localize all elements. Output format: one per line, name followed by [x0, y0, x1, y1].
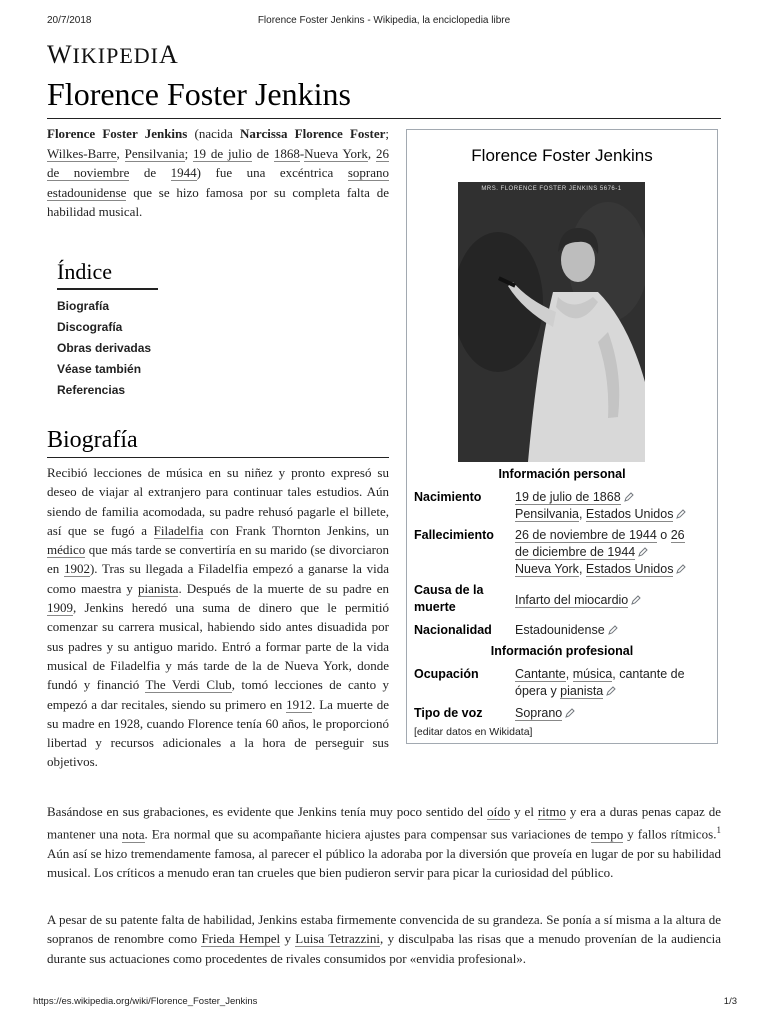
infobox: Florence Foster Jenkins MRS. FLORENCE FOSTER JENKINS 5676-1 Información personal Nacimiento 19 de julio de 1868 Pensilvania, Estados Unidos Fallecimiento 26 de noviembre de 1944 o 26 de diciembre de 1944 Nueva York, Estados Unidos Causa de la muerte Infarto del miocardio Nacionalidad Estadounidense Información profesional Ocupación Cantante, música, cantante de ópera y pianista Tipo de voz Soprano [editar datos en Wikidata]	[406, 129, 718, 744]
pencil-icon[interactable]	[565, 708, 575, 718]
link-19-de-julio[interactable]: 19 de julio	[193, 145, 252, 161]
link-wilkes-barre[interactable]: Wilkes-Barre	[47, 145, 117, 161]
link-1868[interactable]: 1868	[273, 145, 300, 161]
link-tempo[interactable]: tempo	[590, 826, 624, 842]
lead-paragraph: Florence Foster Jenkins (nacida Narcissa Florence Foster; Wilkes-Barre, Pensilvania; 19 de julio de 1868-Nueva York, 26 de noviembre de 1944) fue una excéntrica soprano estadounidense que se hizo famosa por su completa falta de habilidad musical.	[47, 126, 389, 219]
pencil-icon[interactable]	[638, 547, 648, 557]
link-luisa-tetrazzini[interactable]: Luisa Tetrazzini	[295, 931, 381, 947]
infobox-section-profesional: Información profesional	[490, 644, 634, 658]
link-fallecimiento-fecha-1[interactable]: 26 de noviembre de 1944	[515, 528, 657, 542]
pencil-icon[interactable]	[676, 564, 686, 574]
portrait-illustration	[458, 182, 645, 462]
section-heading-biografia: Biografía	[47, 427, 389, 458]
toc-heading: Índice	[57, 259, 158, 290]
link-ritmo[interactable]: ritmo	[537, 804, 566, 819]
link-infarto[interactable]: Infarto del miocardio	[515, 593, 629, 607]
pencil-icon[interactable]	[676, 509, 686, 519]
link-nueva-york[interactable]: Nueva York	[304, 145, 368, 161]
toc-item-discografia[interactable]: Discografía	[57, 320, 123, 334]
link-oido[interactable]: oído	[487, 804, 511, 819]
link-1902[interactable]: 1902	[63, 561, 90, 577]
title-divider	[47, 118, 721, 119]
link-estados-unidos-2[interactable]: Estados Unidos	[585, 562, 674, 576]
reference-1[interactable]: 1	[716, 825, 721, 836]
link-pianista[interactable]: pianista	[138, 580, 179, 596]
link-pensilvania[interactable]: Pensilvania	[124, 145, 185, 161]
link-1944[interactable]: 1944	[170, 165, 197, 180]
infobox-section-personal: Información personal	[498, 467, 626, 481]
link-filadelfia[interactable]: Filadelfia	[153, 522, 204, 538]
link-fallecimiento-dia-2[interactable]: 26	[670, 528, 685, 542]
link-medico[interactable]: médico	[47, 542, 86, 558]
link-the-verdi-club[interactable]: The Verdi Club	[145, 677, 232, 693]
link-frieda-hempel[interactable]: Frieda Hempel	[201, 931, 281, 947]
link-cantante[interactable]: Cantante	[515, 667, 566, 681]
link-1909[interactable]: 1909	[47, 600, 73, 616]
link-musica[interactable]: música	[572, 667, 613, 681]
photo-caption: MRS. FLORENCE FOSTER JENKINS 5676-1	[481, 186, 622, 192]
link-soprano[interactable]: soprano	[347, 165, 389, 180]
infobox-title: Florence Foster Jenkins	[471, 146, 653, 165]
biografia-paragraph-2: Basándose en sus grabaciones, es evidente que Jenkins tenía muy poco sentido del oído y el ritmo y era a duras penas capaz de mantener una nota. Era normal que su acompañante hiciera ajustes para compensar sus variaciones de tempo y fallos rítmicos.$^1$ Aún así se hizo tremendamente famosa, al parecer el público la adoraba por la diversión que proveía en lugar de por su habilidad musical. Los críticos a menudo eran tan crueles que bien pudieron servir para picar la curiosidad del público.	[47, 804, 721, 881]
print-page-number: 1/3	[723, 996, 737, 1007]
table-of-contents	[57, 259, 158, 401]
link-fallecimiento-fecha-2[interactable]: de diciembre de 1944	[515, 545, 636, 559]
pencil-icon[interactable]	[624, 492, 634, 502]
print-url: https://es.wikipedia.org/wiki/Florence_Foster_Jenkins	[33, 996, 258, 1007]
biografia-paragraph-3: A pesar de su patente falta de habilidad, Jenkins estaba firmemente convencida de su grandeza. Se ponía a sí misma a la altura de sopranos de renombre como Frieda Hempel y Luisa Tetrazzini, y disculpaba las risas que a menudo provenían de la audiencia durante sus actuaciones como procedentes de rivales consumidos por «envidia profesional».	[47, 912, 721, 966]
portrait-photo[interactable]	[458, 182, 645, 462]
toc-item-referencias[interactable]: Referencias	[57, 383, 126, 397]
link-nacimiento-fecha[interactable]: 19 de julio de 1868	[515, 490, 621, 504]
print-page-title: Florence Foster Jenkins - Wikipedia, la enciclopedia libre	[257, 15, 511, 26]
pencil-icon[interactable]	[631, 595, 641, 605]
toc-item-vease-tambien[interactable]: Véase también	[57, 362, 142, 376]
wikipedia-logo[interactable]: WIKIPEDIA	[47, 40, 179, 69]
link-pensilvania-infobox[interactable]: Pensilvania	[515, 507, 579, 521]
link-estadounidense[interactable]: estadounidense	[47, 184, 127, 200]
link-pianista-infobox[interactable]: pianista	[560, 684, 604, 698]
pencil-icon[interactable]	[608, 625, 618, 635]
toc-item-biografia[interactable]: Biografía	[57, 299, 110, 313]
link-estados-unidos-1[interactable]: Estados Unidos	[585, 507, 674, 521]
print-date: 20/7/2018	[47, 15, 92, 26]
link-26-de-noviembre[interactable]: 26 de noviembre	[47, 145, 389, 180]
link-soprano-infobox[interactable]: Soprano	[515, 706, 563, 720]
pencil-icon[interactable]	[606, 686, 616, 696]
biografia-paragraph-1: Recibió lecciones de música en su niñez y pronto expresó su deseo de viajar al extranjero para continuar tales estudios. Aún siendo de familia acomodada, su padre rehusó pagarle el billete, así que se fugó a Filadelfia con Frank Thornton Jenkins, un médico que más tarde se convertiría en su marido (se divorciaron en 1902). Tras su llegada a Filadelfia empezó a ganarse la vida como maestra y pianista. Después de la muerte de su padre en 1909, Jenkins heredó una suma de dinero que le permitió comenzar su carrera musical, habiendo sido antes disuadida por sus padres y su antiguo marido. Entró a formar parte de la vida musical de Filadelfia y más tarde de la de Nueva York, donde fundó y financió The Verdi Club, tomó lecciones de canto y empezó a dar recitales, siendo su primero en 1912. La muerte de su madre en 1928, cuando Florence tenía 60 años, le proporcionó libertad y recursos adicionales a la hora de perseguir sus objetivos.	[47, 465, 390, 770]
toc-item-obras-derivadas[interactable]: Obras derivadas	[57, 341, 152, 355]
link-nota[interactable]: nota	[122, 826, 145, 842]
link-1912[interactable]: 1912	[286, 696, 313, 712]
link-nueva-york-infobox[interactable]: Nueva York	[515, 562, 579, 576]
page-title: Florence Foster Jenkins	[47, 76, 351, 112]
edit-wikidata-link[interactable]: [editar datos en Wikidata]	[414, 726, 533, 738]
